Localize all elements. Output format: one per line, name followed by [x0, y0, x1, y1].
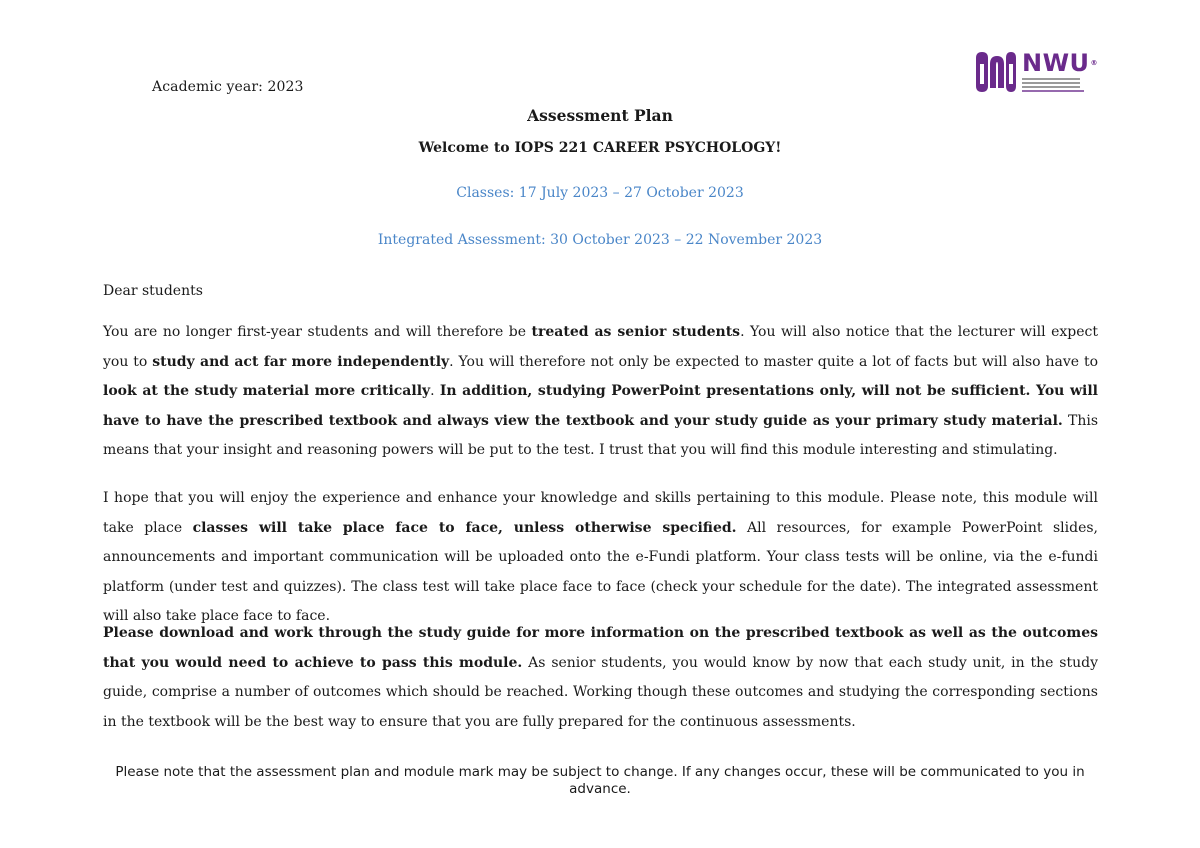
paragraph-1: You are no longer first-year students and will therefore be treated as senior students. You will also notice that the lecturer will expect you to study and act far more independently. You will therefore not only be expected to master quite a lot of facts but will also have to look at the study material more critically. In addition, studying PowerPoint presentations only, will not be sufficient. You will have to have the prescribed textbook and always view the textbook and your study guide as your primary study material. This means that your insight and reasoning powers will be put to the test. I trust that you will find this module interesting and stimulating.: [103, 324, 1099, 458]
footer-note: Please note that the assessment plan and module mark may be subject to change. If any changes occur, these will be communicated to you in advance.: [115, 764, 1085, 797]
salutation: Dear students: [103, 283, 203, 299]
paragraph-3: Please download and work through the study guide for more information on the prescribed textbook as well as the outcomes that you would need to achieve to pass this module. As senior students, you would know by now that each study unit, in the study guide, comprise a number of outcomes which should be reached. Working though these outcomes and studying the corresponding sections in the textbook will be the best way to ensure that you are fully prepared for the continuous assessments.: [103, 625, 1098, 730]
logo-name: NWU: [1022, 49, 1090, 77]
classes-dates: Classes: 17 July 2023 – 27 October 2023: [456, 185, 744, 201]
nwu-logo: [972, 50, 1102, 96]
academic-year: Academic year: 2023: [152, 79, 304, 95]
welcome-heading: Welcome to IOPS 221 CAREER PSYCHOLOGY!: [418, 140, 782, 156]
integrated-assessment-dates: Integrated Assessment: 30 October 2023 – 22 November 2023: [377, 232, 823, 248]
nwu-emblem-icon: [972, 50, 1018, 94]
logo-subtitle-lines: [1022, 78, 1098, 92]
document-title: Assessment Plan: [527, 106, 673, 125]
logo-registered-mark: ®: [1090, 59, 1099, 67]
paragraph-2: I hope that you will enjoy the experience and enhance your knowledge and skills pertaining to this module. Please note, this module will take place classes will take place face to face, unless otherwise specified. All resources, for example PowerPoint slides, announcements and important communication will be uploaded onto the e-Fundi platform. Your class tests will be online, via the e-fundi platform (under test and quizzes). The class test will take place face to face (check your schedule for the date). The integrated assessment will also take place face to face.: [103, 490, 1098, 624]
